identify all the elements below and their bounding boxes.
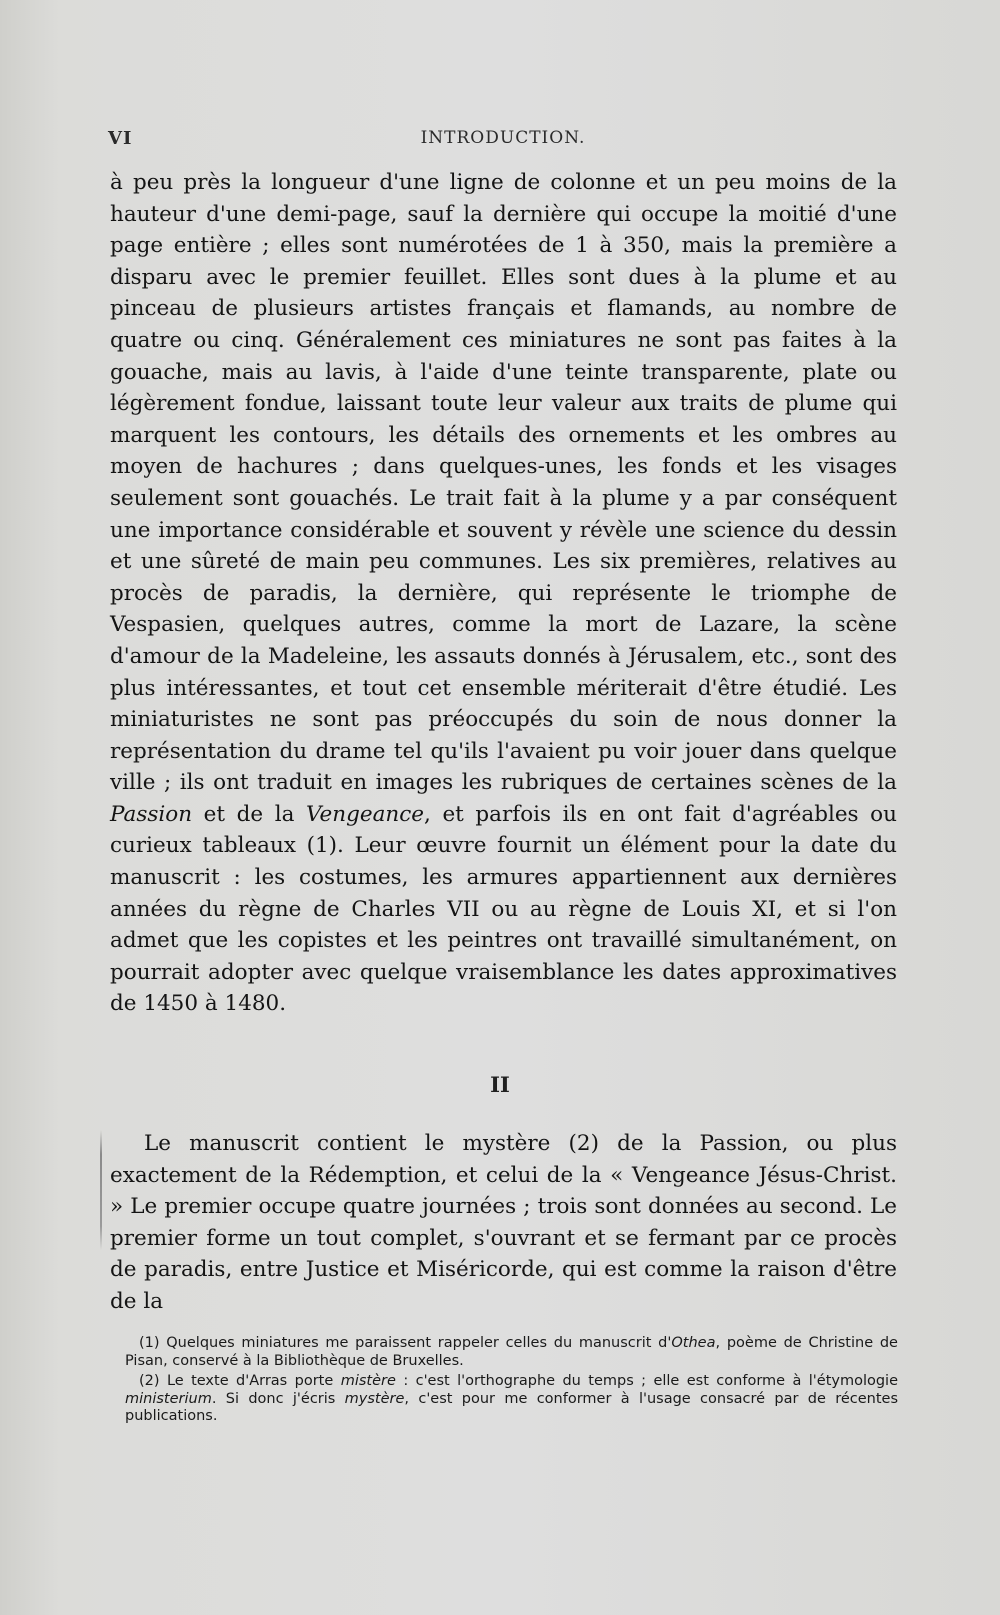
page-folio: VI — [108, 128, 133, 149]
paragraph-text-mid: et de la — [203, 801, 295, 827]
footnote-1-end: , poème de Christine de Pisan, conservé à la Bibliothèque de Bruxelles. — [125, 1335, 898, 1369]
section-2-text — [110, 1128, 897, 1318]
running-title: INTRODUCTION. — [420, 128, 586, 148]
footnote-2 — [125, 1373, 898, 1426]
running-head — [108, 128, 898, 154]
footnote-2-italic-1: mistère — [340, 1373, 396, 1389]
italic-vengeance: Vengeance — [305, 801, 425, 827]
paragraph-text-end: , et parfois ils en ont fait d'agréables ou curieux tableaux (1). Leur œuvre fournit un élément pour la date du manuscrit : les costumes, les armures appartiennent aux dernières années du règne de Charles VII ou au règne de Louis XI, et si l'on admet que les copistes et les peintres ont travaillé simultanément, on pourrait adopter avec quelque vraisemblance les dates approximatives de 1450 à 1480. — [110, 801, 897, 1017]
footnote-2-mid-1: : c'est l'orthographe du temps ; elle est conforme à l'étymologie — [403, 1373, 899, 1389]
footnote-2-italic-2: ministerium — [125, 1390, 212, 1407]
margin-mark — [100, 1130, 102, 1250]
paragraph-manuscript: Le manuscrit contient le mystère (2) de la Passion, ou plus exactement de la Rédemption, et celui de la « Vengeance Jésus-Christ. » Le premier occupe quatre journées ; trois sont données au second. Le premier forme un tout complet, s'ouvrant et se fermant par ce procès de paradis, entre Justice et Miséricorde, qui est comme la raison d'être de la — [110, 1131, 897, 1314]
section-number: II — [490, 1072, 510, 1097]
italic-passion: Passion — [110, 801, 193, 827]
section-1-text — [110, 167, 897, 1020]
paragraph-text: à peu près la longueur d'une ligne de colonne et un peu moins de la hauteur d'une demi-page, sauf la dernière qui occupe la moitié d'une page entière ; elles sont numérotées de 1 à 350, mais la première a disparu avec le premier feuillet. Elles sont dues à la plume et au pinceau de plusieurs artistes français et flamands, au nombre de quatre ou cinq. Généralement ces miniatures ne sont pas faites à la gouache, mais au lavis, à l'aide d'une teinte transparente, plate ou légèrement fondue, laissant toute leur valeur aux traits de plume qui marquent les contours, les détails des ornements et les ombres au moyen de hachures ; dans quelques-unes, les fonds et les visages seulement sont gouachés. Le trait fait à la plume y a par conséquent une importance considérable et souvent y révèle une science du dessin et une sûreté de main peu communes. Les six premières, relatives au procès de paradis, la dernière, qui représente le triomphe de Vespasien, quelques autres, comme la mort de Lazare, la scène d'amour de la Madeleine, les assauts donnés à Jérusalem, etc., sont des plus intéressantes, et tout cet ensemble mériterait d'être étudié. Les miniaturistes ne sont pas préoccupés du soin de nous donner la représentation du drame tel qu'ils l'avaient pu voir jouer dans quelque ville ; ils ont traduit en images les rubriques de certaines scènes de la — [110, 170, 897, 796]
footnote-1-italic: Othea — [671, 1335, 716, 1351]
paragraph-miniatures — [110, 167, 897, 1020]
footnote-1-text: (1) Quelques miniatures me paraissent rappeler celles du manuscrit d' — [139, 1335, 672, 1351]
footnote-2-mid-2: . Si donc j'écris — [211, 1390, 336, 1407]
footnote-2-end: , c'est pour me conformer à l'usage consacré par de récentes publications. — [125, 1390, 899, 1424]
footnotes — [125, 1335, 898, 1429]
footnote-2-text: (2) Le texte d'Arras porte — [139, 1373, 334, 1389]
footnote-2-italic-3: mystère — [344, 1390, 405, 1407]
footnote-1 — [125, 1335, 898, 1370]
